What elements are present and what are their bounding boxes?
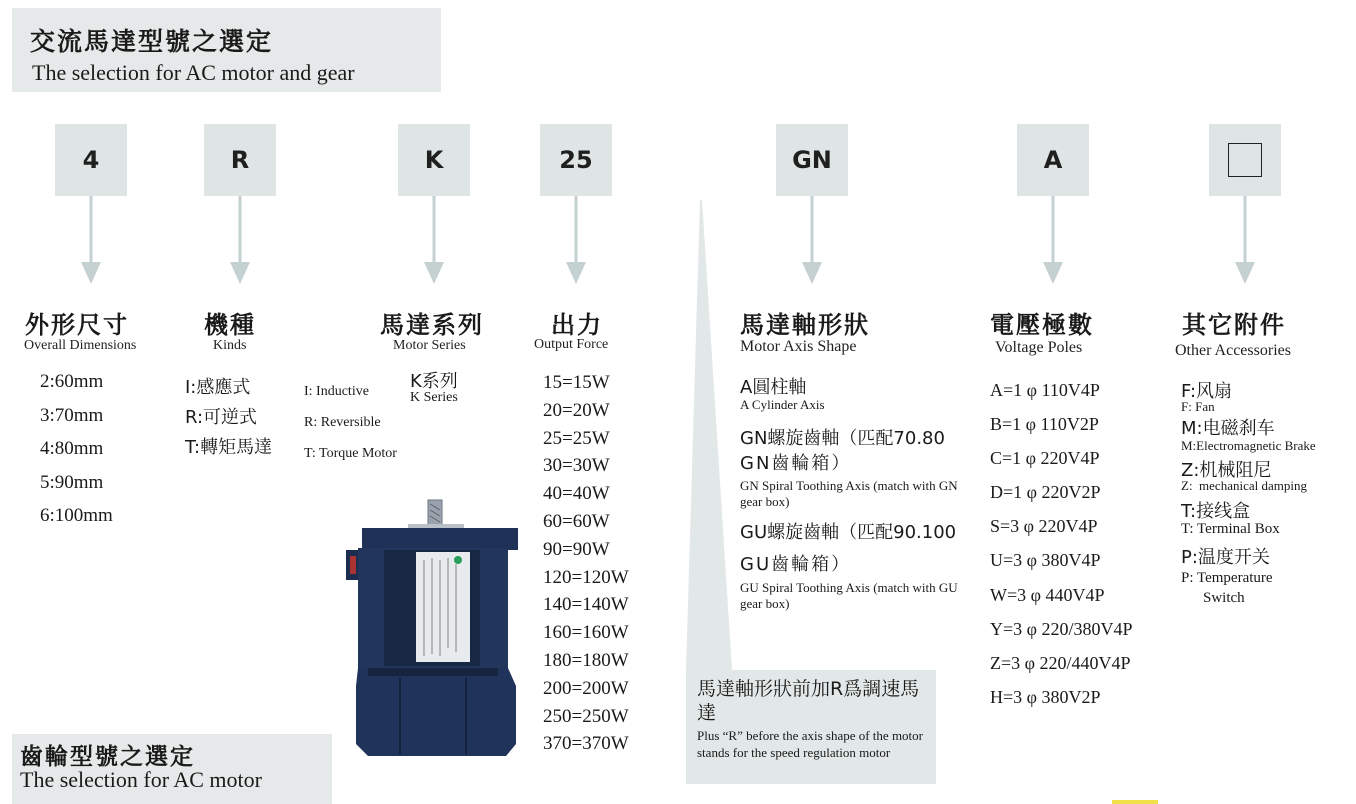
list-item: Z=3 φ 220/440V4P bbox=[990, 652, 1131, 673]
arrow-down-icon bbox=[81, 196, 101, 286]
accessory-terminal-cn: T:接线盒 bbox=[1181, 501, 1251, 522]
accessory-damping-en: Z: mechanical damping bbox=[1181, 478, 1307, 493]
arrow-down-icon bbox=[1235, 196, 1255, 286]
list-item: 250=250W bbox=[543, 705, 629, 727]
list-item: 200=200W bbox=[543, 677, 629, 699]
accessory-fan-en: F: Fan bbox=[1181, 399, 1215, 414]
accessories-title: 其它附件 bbox=[1182, 311, 1286, 339]
arrow-down-icon bbox=[802, 196, 822, 286]
list-item: I: Inductive bbox=[304, 384, 369, 399]
accessory-temp-cn: P:温度开关 bbox=[1181, 547, 1270, 568]
list-item: Y=3 φ 220/380V4P bbox=[990, 618, 1133, 639]
list-item: 3:70mm bbox=[40, 404, 104, 426]
kinds-subtitle: Kinds bbox=[213, 338, 247, 353]
series-item-cn: K系列 bbox=[410, 371, 458, 392]
note-en: Plus “R” before the axis shape of the motor stands for the speed regulation motor bbox=[697, 728, 923, 760]
accessory-terminal-en: T: Terminal Box bbox=[1181, 521, 1280, 537]
list-item: C=1 φ 220V4P bbox=[990, 448, 1100, 469]
arrow-down-icon bbox=[230, 196, 250, 286]
list-item: A=1 φ 110V4P bbox=[990, 380, 1100, 400]
list-item: 6:100mm bbox=[40, 505, 113, 526]
footer-title-en: The selection for AC motor bbox=[20, 767, 262, 792]
axis-gn-en: GN Spiral Toothing Axis (match with GN gear box) bbox=[740, 478, 958, 509]
list-item: W=3 φ 440V4P bbox=[990, 584, 1105, 605]
axis-title: 馬達軸形狀 bbox=[740, 311, 870, 339]
ac-motor-image bbox=[338, 498, 524, 758]
series-subtitle: Motor Series bbox=[393, 338, 466, 353]
code-box-series: K bbox=[398, 124, 470, 196]
kinds-list-en bbox=[304, 376, 397, 469]
axis-subtitle: Motor Axis Shape bbox=[740, 338, 857, 355]
series-item-en: K Series bbox=[410, 390, 458, 405]
list-item: 40=40W bbox=[543, 483, 610, 505]
voltage-list bbox=[990, 373, 1133, 714]
footer-title-cn: 齒輪型號之選定 bbox=[20, 744, 195, 770]
list-item: U=3 φ 380V4P bbox=[990, 550, 1101, 571]
list-item: 140=140W bbox=[543, 594, 629, 616]
list-item: 120=120W bbox=[543, 566, 629, 588]
accessory-temp-en1: P: Temperature bbox=[1181, 570, 1273, 586]
note-cn: 馬達軸形狀前加R爲調速馬達 bbox=[697, 678, 920, 724]
accessory-fan-cn: F:风扇 bbox=[1181, 381, 1233, 402]
list-item: 180=180W bbox=[543, 649, 629, 671]
list-item: 4:80mm bbox=[40, 438, 104, 459]
code-box-axis: GN bbox=[776, 124, 848, 196]
list-item: B=1 φ 110V2P bbox=[990, 414, 1099, 435]
axis-gu-cn1: GU螺旋齒軸（匹配90.100 bbox=[740, 522, 957, 543]
accessory-brake-en: M:Electromagnetic Brake bbox=[1181, 438, 1316, 453]
accessory-brake-cn: M:电磁刹车 bbox=[1181, 418, 1275, 439]
list-item: 60=60W bbox=[543, 510, 610, 532]
list-item: I:感應式 bbox=[185, 377, 251, 398]
list-item: 370=370W bbox=[543, 733, 629, 755]
accessories-subtitle: Other Accessories bbox=[1175, 342, 1291, 359]
kinds-list-cn bbox=[185, 373, 272, 463]
yellow-mark bbox=[1112, 800, 1158, 804]
list-item: H=3 φ 380V2P bbox=[990, 686, 1101, 707]
empty-square-icon bbox=[1228, 143, 1262, 177]
list-item: S=3 φ 220V4P bbox=[990, 516, 1098, 537]
list-item: D=1 φ 220V2P bbox=[990, 482, 1101, 503]
code-box-accessory bbox=[1209, 124, 1281, 196]
output-title: 出力 bbox=[551, 311, 603, 339]
kinds-title: 機種 bbox=[204, 311, 256, 339]
list-item: 25=25W bbox=[543, 427, 610, 449]
list-item: 160=160W bbox=[543, 622, 629, 644]
axis-a-cn: A圓柱軸 bbox=[740, 377, 807, 398]
output-list bbox=[543, 369, 629, 758]
series-title: 馬達系列 bbox=[380, 311, 484, 339]
header-title-cn: 交流馬達型號之選定 bbox=[30, 27, 274, 56]
dimensions-subtitle: Overall Dimensions bbox=[24, 338, 137, 353]
list-item: R:可逆式 bbox=[185, 407, 258, 428]
list-item: 90=90W bbox=[543, 538, 610, 560]
dimensions-list bbox=[40, 365, 113, 533]
arrow-down-icon bbox=[1043, 196, 1063, 286]
accessory-temp-en2: Switch bbox=[1203, 590, 1245, 606]
code-box-output: 25 bbox=[540, 124, 612, 196]
output-subtitle: Output Force bbox=[534, 337, 609, 352]
axis-gu-en: GU Spiral Toothing Axis (match with GU gear box) bbox=[740, 580, 958, 611]
list-item: T:轉矩馬達 bbox=[185, 437, 273, 458]
arrow-down-icon bbox=[424, 196, 444, 286]
list-item: 20=20W bbox=[543, 399, 610, 421]
axis-gu-cn2: GU齒輪箱） bbox=[740, 554, 852, 575]
axis-a-en: A Cylinder Axis bbox=[740, 397, 825, 412]
list-item: T: Torque Motor bbox=[304, 446, 397, 461]
voltage-subtitle: Voltage Poles bbox=[995, 339, 1083, 356]
dimensions-title: 外形尺寸 bbox=[25, 311, 129, 339]
axis-gn-cn1: GN螺旋齒軸（匹配70.80 bbox=[740, 428, 945, 449]
code-box-voltage: A bbox=[1017, 124, 1089, 196]
list-item: 5:90mm bbox=[40, 471, 104, 493]
accessory-damping-cn: Z:机械阻尼 bbox=[1181, 460, 1272, 481]
code-box-dimension: 4 bbox=[55, 124, 127, 196]
header-title-en: The selection for AC motor and gear bbox=[32, 60, 355, 85]
voltage-title: 電壓極數 bbox=[990, 311, 1094, 339]
code-box-kind: R bbox=[204, 124, 276, 196]
list-item: 15=15W bbox=[543, 372, 610, 393]
arrow-down-icon bbox=[566, 196, 586, 286]
list-item: R: Reversible bbox=[304, 415, 381, 430]
list-item: 2:60mm bbox=[40, 371, 104, 392]
axis-gn-cn2: GN齒輪箱） bbox=[740, 453, 852, 474]
list-item: 30=30W bbox=[543, 455, 610, 477]
